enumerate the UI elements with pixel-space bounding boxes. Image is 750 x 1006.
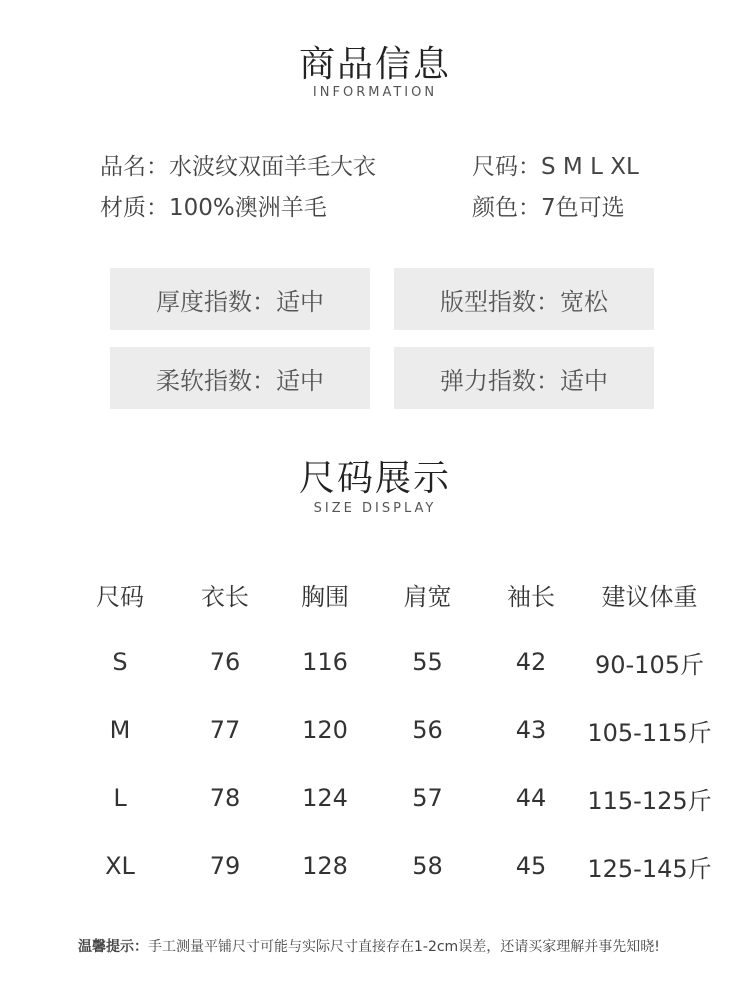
softness-index: 柔软指数：适中 [110, 347, 370, 409]
header-length: 衣长 [201, 582, 249, 611]
table-row [70, 832, 730, 900]
cell-sleeve: 44 [515, 784, 547, 812]
cell-weight: 125-145斤 [587, 854, 712, 883]
cell-size: XL [105, 852, 135, 880]
cell-shoulder: 57 [412, 784, 443, 812]
cell-length: 79 [209, 852, 241, 880]
product-sizes: 尺码：S M L XL [472, 154, 639, 180]
cell-chest: 128 [302, 852, 348, 880]
size-table [70, 560, 730, 900]
cell-sleeve: 45 [515, 852, 547, 880]
header-weight: 建议体重 [601, 582, 698, 611]
tip-note [78, 936, 660, 956]
elasticity-index: 弹力指数：适中 [394, 347, 654, 409]
cell-length: 77 [209, 716, 241, 744]
tip-label: 温馨提示： [78, 939, 148, 955]
header-shoulder: 肩宽 [403, 582, 452, 611]
fit-index: 版型指数：宽松 [394, 268, 654, 330]
information-subtitle: INFORMATION [312, 85, 438, 100]
size-display-subtitle: SIZE DISPLAY [313, 501, 437, 516]
tip-text: 手工测量平铺尺寸可能与实际尺寸直接存在1-2cm误差，还请买家理解并事先知晓! [148, 939, 660, 955]
cell-sleeve: 42 [515, 648, 547, 676]
table-row [70, 628, 730, 696]
cell-chest: 116 [302, 648, 348, 676]
product-color: 颜色：7色可选 [472, 195, 625, 221]
table-row [70, 764, 730, 832]
header-size: 尺码 [96, 582, 144, 611]
cell-weight: 90-105斤 [594, 650, 704, 679]
cell-shoulder: 55 [412, 648, 443, 676]
cell-size: M [109, 716, 131, 744]
product-name: 品名：水波纹双面羊毛大衣 [100, 154, 376, 180]
cell-chest: 124 [302, 784, 348, 812]
cell-length: 76 [209, 648, 241, 676]
thickness-index: 厚度指数：适中 [110, 268, 370, 330]
cell-weight: 115-125斤 [587, 786, 712, 815]
cell-sleeve: 43 [515, 716, 547, 744]
cell-shoulder: 58 [412, 852, 443, 880]
cell-shoulder: 56 [412, 716, 443, 744]
information-title: 商品信息 [298, 44, 451, 85]
header-chest: 胸围 [301, 582, 349, 611]
cell-length: 78 [209, 784, 241, 812]
size-table-header [70, 560, 730, 628]
cell-weight: 105-115斤 [587, 718, 712, 747]
cell-chest: 120 [302, 716, 348, 744]
header-sleeve: 袖长 [507, 582, 555, 611]
product-material: 材质：100%澳洲羊毛 [100, 195, 327, 221]
table-row [70, 696, 730, 764]
cell-size: S [112, 648, 128, 676]
cell-size: L [113, 784, 127, 812]
size-display-title: 尺码展示 [298, 458, 451, 499]
